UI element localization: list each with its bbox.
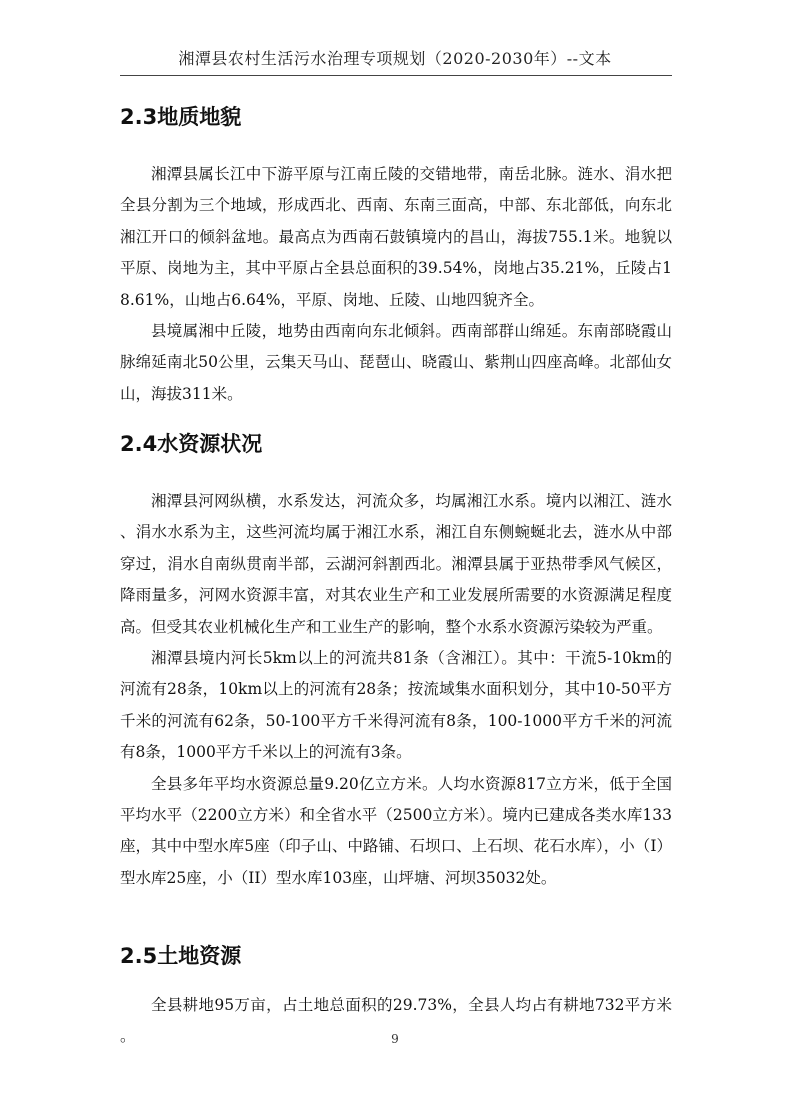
page-number: 9 (391, 1032, 399, 1046)
section-title: 2.5土地资源 (120, 944, 242, 968)
page-header: 湘潭县农村生活污水治理专项规划（2020-2030年）--文本 (178, 49, 612, 68)
paragraph: 湘潭县河网纵横，水系发达，河流众多，均属湘江水系。境内以湘江、涟水、涓水水系为主，这些河流均属于湘江水系，湘江自东侧蜿蜒北去，涟水从中部穿过，涓水自南纵贯南半部，云湖河斜割西北。湘潭县属于亚热带季风气候区，降雨量多，河网水资源丰富，对其农业生产和工业发展所需要的水资源满足程度高。但受其农业机械化生产和工业生产的影响，整个水系水资源污染较为严重。 (120, 492, 672, 636)
paragraph: 湘潭县境内河长5km以上的河流共81条（含湘江）。其中：干流5-10km的河流有28条，10km以上的河流有28条；按流域集水面积划分，其中10-50平方千米的河流有62条，50-100平方千米得河流有8条，100-1000平方千米的河流有8条，1000平方千米以上的河流有3条。 (120, 649, 672, 762)
paragraph: 全县耕地95万亩，占土地总面积的29.73%，全县人均占有耕地732平方米。 (120, 996, 672, 1046)
header-divider (120, 75, 672, 76)
section-geology (120, 103, 672, 410)
paragraph: 全县多年平均水资源总量9.20亿立方米。人均水资源817立方米，低于全国平均水平（2200立方米）和全省水平（2500立方米）。境内已建成各类水库133座，其中中型水库5座（印子山、中路铺、石坝口、上石坝、花石水库），小（I）型水库25座，小（II）型水库103座，山坪塘、河坝35032处。 (120, 774, 672, 887)
section-title: 2.4水资源状况 (120, 432, 263, 456)
section-title: 2.3地质地貌 (120, 105, 242, 129)
paragraph: 湘潭县属长江中下游平原与江南丘陵的交错地带，南岳北脉。涟水、涓水把全县分割为三个地域，形成西北、西南、东南三面高，中部、东北部低，向东北湘江开口的倾斜盆地。最高点为西南石鼓镇境内的昌山，海拔755.1米。地貌以平原、岗地为主，其中平原占全县总面积的39.54%，岗地占35.21%，丘陵占18.61%，山地占6.64%，平原、岗地、丘陵、山地四貌齐全。 (120, 165, 672, 309)
paragraph: 县境属湘中丘陵，地势由西南向东北倾斜。西南部群山绵延。东南部晓霞山脉绵延南北50公里，云集天马山、琵琶山、晓霞山、紫荆山四座高峰。北部仙女山，海拔311米。 (120, 322, 672, 403)
section-water-resources (120, 430, 672, 894)
